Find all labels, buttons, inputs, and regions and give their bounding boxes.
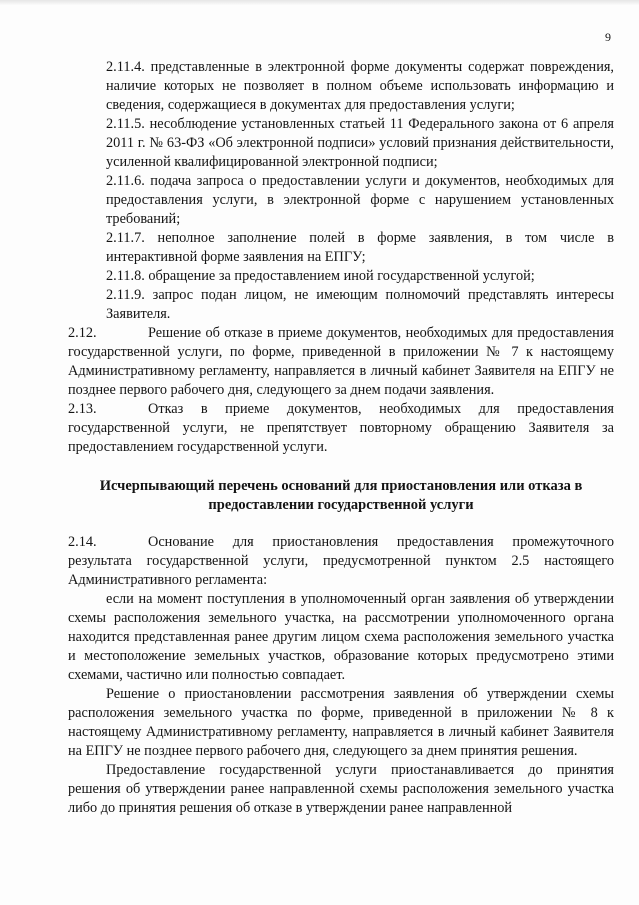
- clause-2-12: [68, 324, 614, 400]
- scan-edge: [0, 0, 639, 6]
- section-heading-line1: Исчерпывающий перечень оснований для приостановления или отказа в: [99, 478, 583, 494]
- document-body: [68, 58, 614, 818]
- page-number: 9: [605, 30, 611, 44]
- paragraph-conflict-scheme: если на момент поступления в уполномоченный орган заявления об утверждении схемы расположения земельного участка, на рассмотрении уполномоченного органа находится представленная ранее другим лицом схема расположения земельного участка и местоположение земельных участков, образование которых предусмотрено этими схемами, частично или полностью совпадает.: [68, 591, 614, 683]
- clause-2-11-5: 2.11.5. несоблюдение установленных статьей 11 Федерального закона от 6 апреля 2011 г. № 63-ФЗ «Об электронной подписи» условий признания действительности, усиленной квалифицированной электронной подписи;: [106, 116, 614, 170]
- clause-2-13-text: Отказ в приеме документов, необходимых для предоставления государственной услуги, не препятствует повторному обращению Заявителя за предоставлением государственной услуги.: [68, 401, 614, 455]
- clause-2-13-number: 2.13.: [68, 401, 97, 417]
- paragraph-suspension-decision: Решение о приостановлении рассмотрения заявления об утверждении схемы расположения земельного участка по форме, приведенной в приложении № 8 к настоящему Административному регламенту, направляется в личный кабинет Заявителя на ЕПГУ не позднее первого рабочего дня, следующего за днем принятия решения.: [68, 686, 614, 759]
- clause-2-11-7: 2.11.7. неполное заполнение полей в форме заявления, в том числе в интерактивной форме заявления на ЕПГУ;: [106, 230, 614, 265]
- section-heading: [68, 477, 614, 515]
- section-heading-line2: предоставлении государственной услуги: [208, 497, 474, 513]
- clause-2-14-text: Основание для приостановления предоставления промежуточного результата государственной услуги, предусмотренной пунктом 2.5 настоящего Административного регламента:: [68, 534, 614, 588]
- clause-2-11-6: 2.11.6. подача запроса о предоставлении услуги и документов, необходимых для предоставления услуги, в электронной форме с нарушением установленных требований;: [106, 173, 614, 227]
- clause-2-14-number: 2.14.: [68, 534, 97, 550]
- clause-2-13: [68, 400, 614, 457]
- clause-2-11-8: 2.11.8. обращение за предоставлением иной государственной услугой;: [106, 268, 535, 284]
- clause-2-11-9: 2.11.9. запрос подан лицом, не имеющим полномочий представлять интересы Заявителя.: [106, 287, 614, 322]
- clause-2-11-4: 2.11.4. представленные в электронной форме документы содержат повреждения, наличие которых не позволяет в полном объеме использовать информацию и сведения, содержащиеся в документах для предоставления услуги;: [106, 59, 614, 113]
- clause-2-12-number: 2.12.: [68, 325, 97, 341]
- clause-2-12-text: Решение об отказе в приеме документов, необходимых для предоставления государственной услуги, по форме, приведенной в приложении № 7 к настоящему Административному регламенту, направляется в личный кабинет Заявителя на ЕПГУ не позднее первого рабочего дня, следующего за днем подачи заявления.: [68, 325, 614, 398]
- clause-2-14: [68, 533, 614, 590]
- paragraph-suspension-duration: Предоставление государственной услуги приостанавливается до принятия решения об утверждении ранее направленной схемы расположения земельного участка либо до принятия решения об отказе в утверждении ранее направленной: [68, 762, 614, 816]
